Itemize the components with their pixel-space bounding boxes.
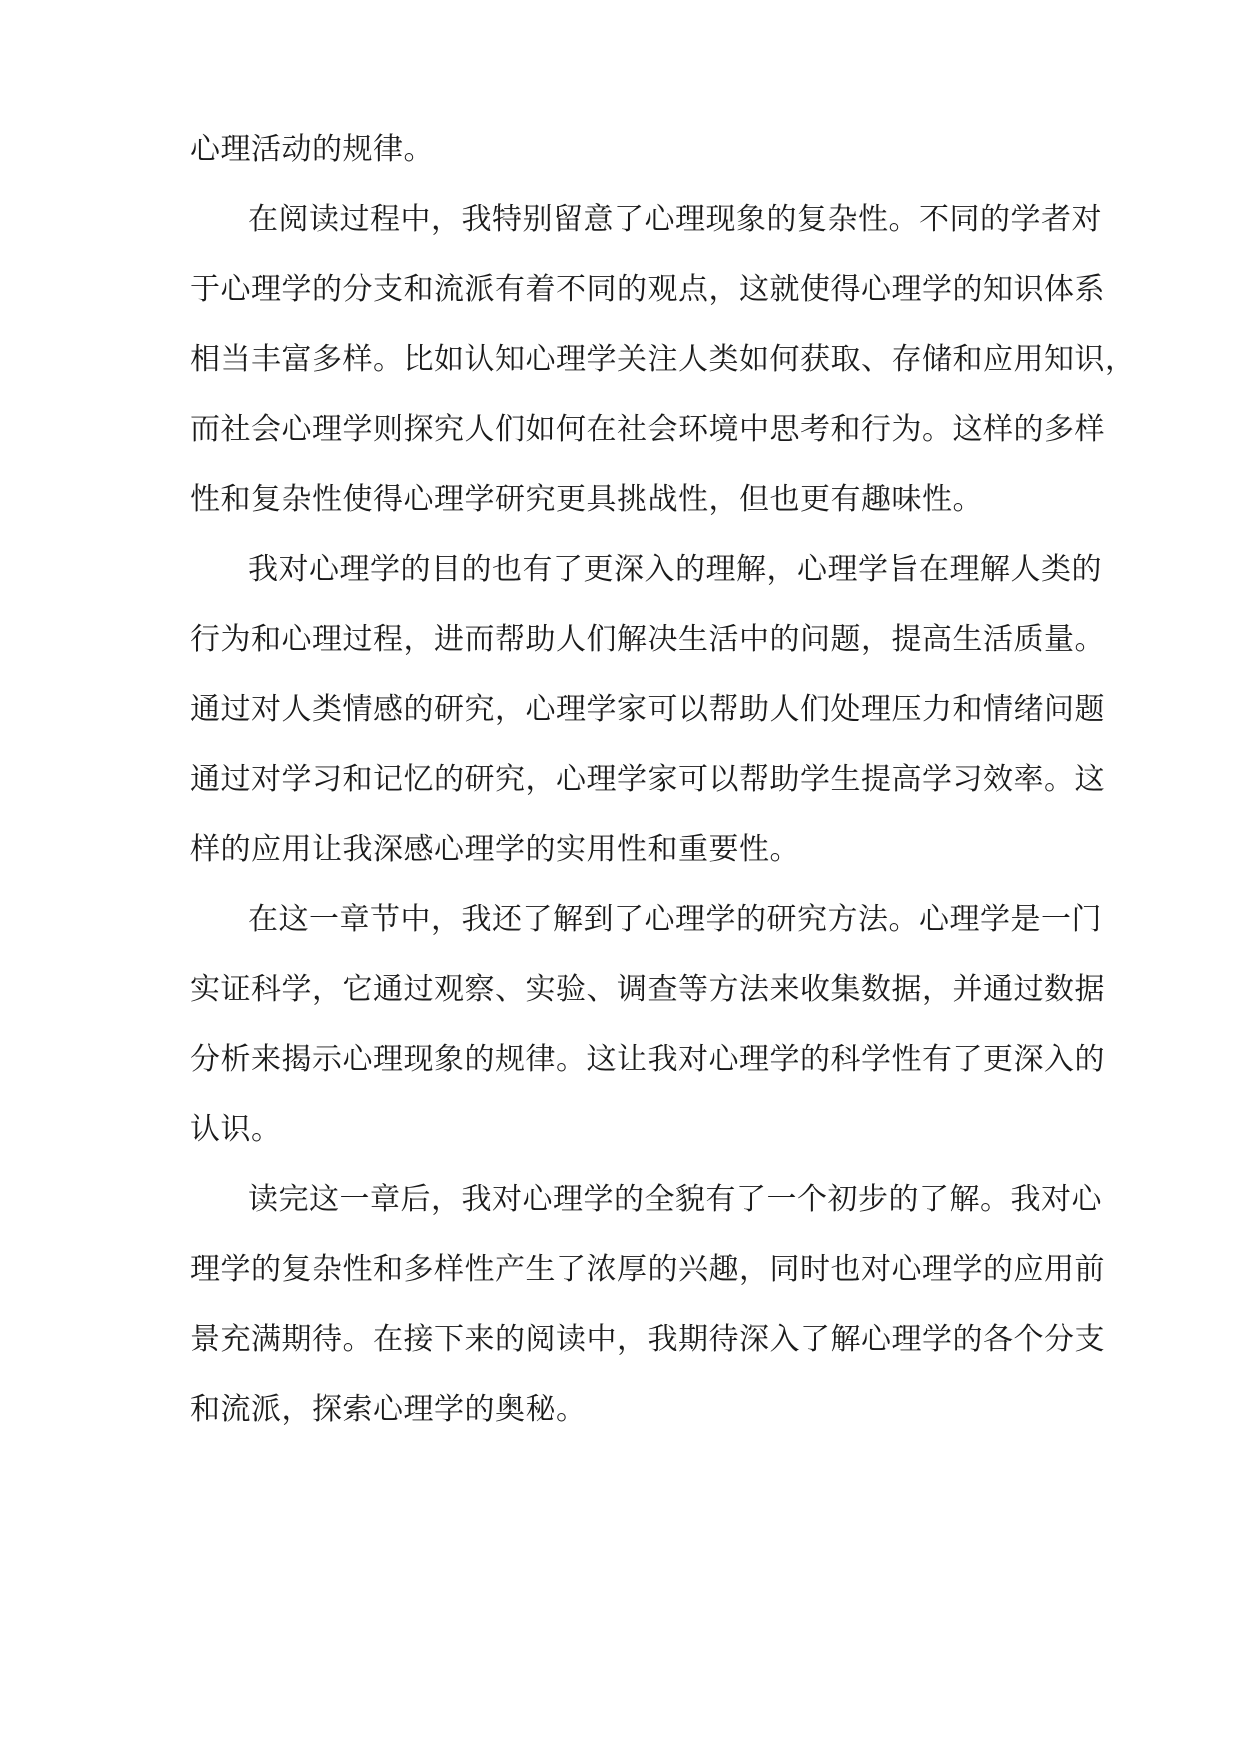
- text-line: 景充满期待。在接下来的阅读中，我期待深入了解心理学的各个分支: [190, 1322, 1105, 1357]
- text-line: 分析来揭示心理现象的规律。这让我对心理学的科学性有了更深入的: [190, 1042, 1105, 1077]
- text-line: 和流派，探索心理学的奥秘。: [190, 1392, 587, 1427]
- text-line: 于心理学的分支和流派有着不同的观点，这就使得心理学的知识体系: [190, 272, 1105, 307]
- paragraph-first-line: 读完这一章后，我对心理学的全貌有了一个初步的了解。我对心: [248, 1182, 1102, 1217]
- text-line: 通过对人类情感的研究，心理学家可以帮助人们处理压力和情绪问题: [190, 692, 1105, 727]
- text-line: 实证科学，它通过观察、实验、调查等方法来收集数据，并通过数据: [190, 972, 1105, 1007]
- text-line: 心理活动的规律。: [190, 132, 434, 167]
- text-line: 性和复杂性使得心理学研究更具挑战性，但也更有趣味性。: [190, 482, 983, 517]
- text-line: 相当丰富多样。比如认知心理学关注人类如何获取、存储和应用知识，: [190, 342, 1136, 377]
- text-line: 行为和心理过程，进而帮助人们解决生活中的问题，提高生活质量。: [190, 622, 1105, 657]
- paragraph-first-line: 在这一章节中，我还了解到了心理学的研究方法。心理学是一门: [248, 902, 1102, 937]
- text-line: 通过对学习和记忆的研究，心理学家可以帮助学生提高学习效率。这: [190, 762, 1105, 797]
- paragraph-first-line: 我对心理学的目的也有了更深入的理解，心理学旨在理解人类的: [248, 552, 1102, 587]
- text-line: 认识。: [190, 1112, 282, 1147]
- text-line: 而社会心理学则探究人们如何在社会环境中思考和行为。这样的多样: [190, 412, 1105, 447]
- paragraph-first-line: 在阅读过程中，我特别留意了心理现象的复杂性。不同的学者对: [248, 202, 1102, 237]
- text-line: 样的应用让我深感心理学的实用性和重要性。: [190, 832, 800, 867]
- text-line: 理学的复杂性和多样性产生了浓厚的兴趣，同时也对心理学的应用前: [190, 1252, 1105, 1287]
